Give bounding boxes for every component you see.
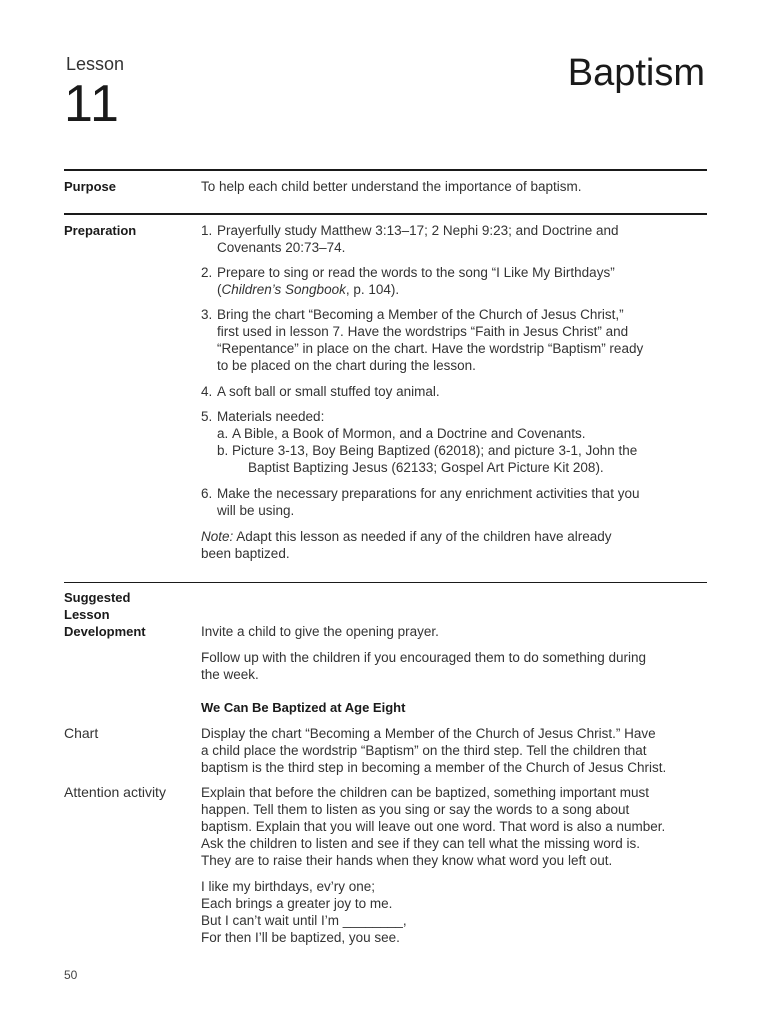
- song-line: For then I’ll be baptized, you see.: [201, 930, 400, 945]
- list-text: Prepare to sing or read the words to the song “I Like My Birthdays”: [217, 265, 615, 280]
- opening-prayer-text: Invite a child to give the opening prayer.: [201, 624, 439, 639]
- sub-letter: a.: [217, 426, 229, 441]
- section-divider: [64, 213, 707, 215]
- list-text: A Bible, a Book of Mormon, and a Doctrine and Covenants.: [232, 426, 586, 441]
- song-line: I like my birthdays, ev’ry one;: [201, 879, 376, 894]
- list-item: [201, 222, 701, 256]
- list-number: 2.: [201, 265, 213, 280]
- development-label: Suggested Lesson Development: [64, 590, 146, 639]
- note: [201, 528, 701, 562]
- note-label: Note:: [201, 529, 234, 544]
- list-text: Covenants 20:73–74.: [217, 240, 346, 255]
- list-text: A soft ball or small stuffed toy animal.: [217, 384, 440, 399]
- list-number: 5.: [201, 409, 213, 424]
- sub-list-item: [201, 442, 701, 476]
- list-text: “Repentance” in place on the chart. Have the wordstrip “Baptism” ready: [217, 341, 644, 356]
- note-text: Adapt this lesson as needed if any of the children have already: [233, 529, 612, 544]
- list-number: 3.: [201, 307, 213, 322]
- section-subheading: We Can Be Baptized at Age Eight: [201, 700, 406, 715]
- list-text: Bring the chart “Becoming a Member of the Church of Jesus Christ,”: [217, 307, 624, 322]
- list-item: [201, 408, 701, 476]
- list-item: [201, 264, 701, 298]
- list-text: Make the necessary preparations for any enrichment activities that you: [217, 486, 640, 501]
- follow-up-text: Follow up with the children if you encouraged them to do something during the week.: [201, 650, 647, 682]
- list-text: first used in lesson 7. Have the wordstrips “Faith in Jesus Christ” and: [217, 324, 629, 339]
- lesson-label: Lesson: [66, 54, 125, 74]
- page-title: Baptism: [567, 52, 705, 94]
- song-lyrics: [201, 878, 407, 946]
- list-number: 4.: [201, 384, 213, 399]
- list-number: 1.: [201, 223, 213, 238]
- list-text: will be using.: [217, 503, 295, 518]
- purpose-text: To help each child better understand the importance of baptism.: [201, 179, 582, 194]
- chart-text: Display the chart “Becoming a Member of the Church of Jesus Christ.” Have a child place the wordstrip “Baptism” on the third step. Tell the children that baptism is the third step in becoming a member of the Church of Jesus Christ.: [201, 726, 667, 775]
- song-line: Each brings a greater joy to me.: [201, 896, 393, 911]
- list-item: [201, 485, 701, 519]
- book-title: Children’s Songbook: [221, 282, 346, 297]
- note-text: been baptized.: [201, 546, 290, 561]
- list-text: to be placed on the chart during the lesson.: [217, 358, 476, 373]
- preparation-label: Preparation: [64, 223, 137, 238]
- list-text: (Children’s Songbook, p. 104).: [217, 282, 400, 297]
- purpose-label: Purpose: [64, 179, 117, 194]
- attention-activity-label: Attention activity: [64, 784, 166, 800]
- lesson-number: 11: [64, 75, 120, 133]
- list-text: Picture 3-13, Boy Being Baptized (62018); and picture 3-1, John the: [232, 443, 638, 458]
- list-text: Baptist Baptizing Jesus (62133; Gospel Art Picture Kit 208).: [248, 460, 604, 475]
- list-item: [201, 383, 701, 400]
- sub-list-item: [201, 425, 701, 442]
- attention-activity-text: Explain that before the children can be baptized, something important must happen. Tell them to listen as you sing or say the words to a song about baptism. Explain that you will leave out one word. That word is also a number. Ask the children to listen and see if they can tell what the missing word is. They are to raise their hands when they know what word you left out.: [201, 785, 666, 868]
- sub-letter: b.: [217, 443, 229, 458]
- song-line: But I can’t wait until I’m ________,: [201, 913, 407, 928]
- list-text: Materials needed:: [217, 409, 325, 424]
- list-number: 6.: [201, 486, 213, 501]
- chart-label: Chart: [64, 725, 99, 741]
- section-divider: [64, 169, 707, 171]
- list-item: [201, 306, 701, 374]
- page-number: 50: [64, 968, 78, 982]
- list-text: Prayerfully study Matthew 3:13–17; 2 Nephi 9:23; and Doctrine and: [217, 223, 619, 238]
- section-divider: [64, 582, 707, 583]
